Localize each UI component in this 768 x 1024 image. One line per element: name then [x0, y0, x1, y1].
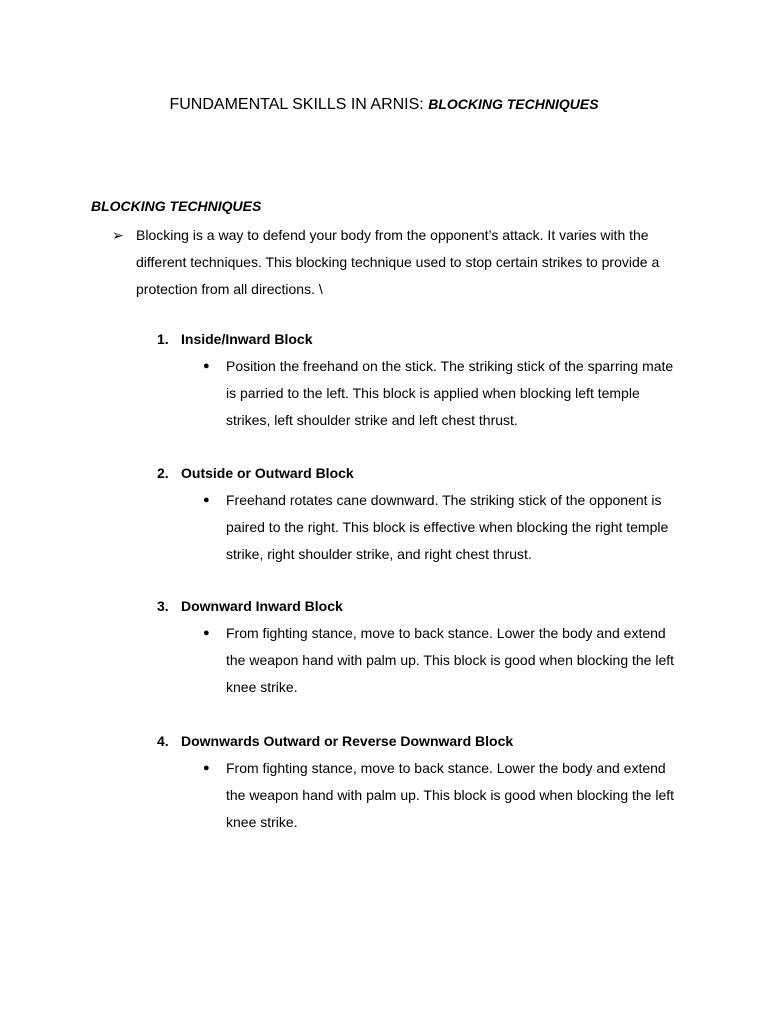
- bullet-dot-icon: ●: [203, 494, 210, 506]
- technique-reverse-downward-block: [157, 728, 697, 836]
- title-main: FUNDAMENTAL SKILLS IN ARNIS:: [169, 96, 429, 113]
- technique-number: 2.: [157, 465, 169, 481]
- title-subtitle: BLOCKING TECHNIQUES: [428, 96, 599, 112]
- intro-text: Blocking is a way to defend your body from the opponent’s attack. It varies with the different techniques. This blocking technique used to stop certain strikes to provide a protection from all directions. \: [136, 227, 660, 297]
- technique-description: From fighting stance, move to back stance. Lower the body and extend the weapon hand with palm up. This block is good when blocking the left knee strike.: [226, 760, 675, 830]
- technique-title: Outside or Outward Block: [181, 465, 354, 481]
- technique-bullet-item: [157, 353, 697, 434]
- technique-heading: [157, 326, 697, 353]
- technique-heading: [157, 460, 697, 487]
- technique-title: Downward Inward Block: [181, 598, 343, 614]
- bullet-dot-icon: ●: [203, 762, 210, 774]
- technique-heading: [157, 593, 697, 620]
- bullet-dot-icon: ●: [203, 627, 210, 639]
- technique-number: 1.: [157, 331, 169, 347]
- technique-title: Inside/Inward Block: [181, 331, 313, 347]
- technique-bullet-item: [157, 620, 697, 701]
- technique-title: Downwards Outward or Reverse Downward Block: [181, 733, 514, 749]
- technique-description: From fighting stance, move to back stance. Lower the body and extend the weapon hand with palm up. This block is good when blocking the left knee strike.: [226, 625, 675, 695]
- page-title: [0, 93, 768, 116]
- intro-paragraph: [112, 222, 692, 303]
- technique-number: 4.: [157, 733, 169, 749]
- technique-description: Freehand rotates cane downward. The striking stick of the opponent is paired to the right. This block is effective when blocking the right temple strike, right shoulder strike, and right chest thrust.: [226, 492, 669, 562]
- technique-bullet-item: [157, 487, 697, 568]
- technique-description: Position the freehand on the stick. The striking stick of the sparring mate is parried to the left. This block is applied when blocking left temple strikes, left shoulder strike and left chest thrust.: [226, 358, 674, 428]
- section-heading: BLOCKING TECHNIQUES: [91, 198, 262, 214]
- technique-downward-inward-block: [157, 593, 697, 701]
- technique-heading: [157, 728, 697, 755]
- arrow-bullet-icon: ➢: [112, 227, 124, 243]
- technique-inside-inward-block: [157, 326, 697, 434]
- technique-outside-outward-block: [157, 460, 697, 568]
- bullet-dot-icon: ●: [203, 360, 210, 372]
- technique-bullet-item: [157, 755, 697, 836]
- technique-number: 3.: [157, 598, 169, 614]
